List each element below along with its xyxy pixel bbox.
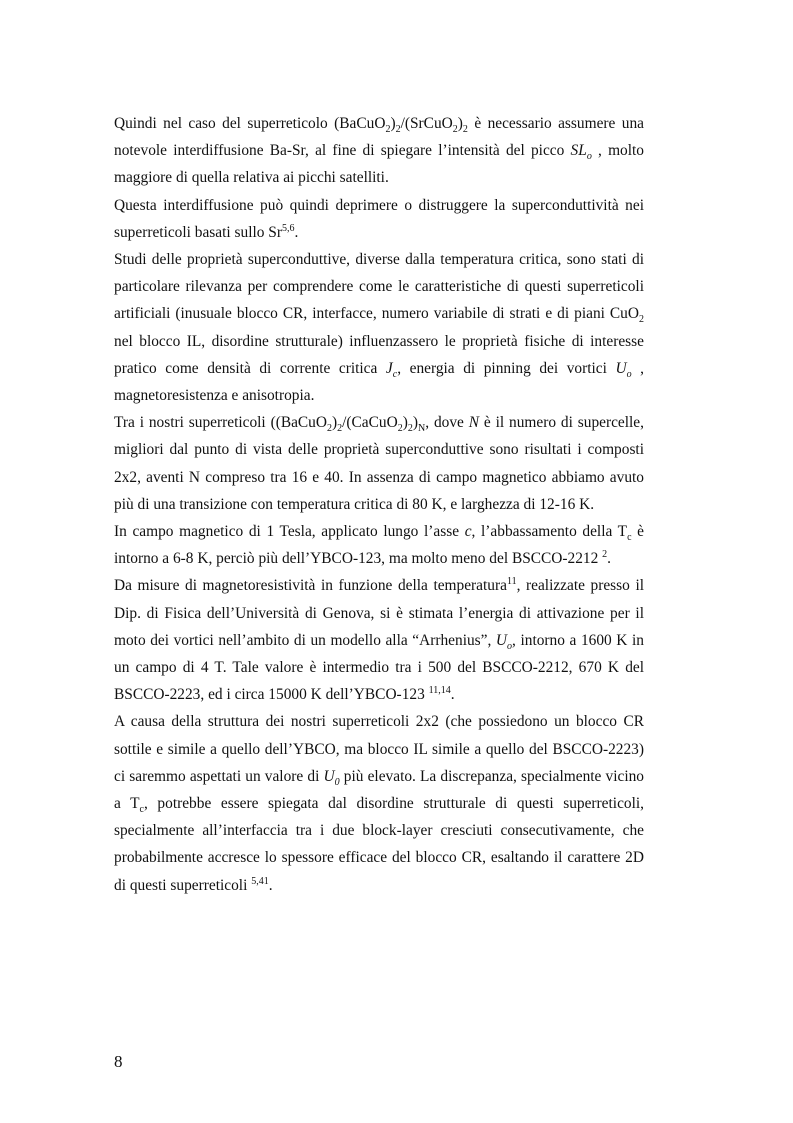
text-segment: più elevato. La discrepanza, specialmente vicino a T xyxy=(114,767,644,813)
text-segment: o xyxy=(586,151,592,163)
text-segment: c xyxy=(627,532,632,544)
text-segment: /(CaCuO xyxy=(342,414,398,432)
text-segment: J xyxy=(385,359,393,377)
text-segment: 11,14 xyxy=(428,685,451,697)
text-segment: è necessario assumere una notevole interdiffusione Ba-Sr, al fine di spiegare l’intensità del picco xyxy=(114,115,644,160)
text-segment: 2 xyxy=(397,423,403,435)
text-segment: Quindi nel caso del superreticolo (BaCuO xyxy=(114,115,386,132)
text-segment: , intorno a 1600 K in un campo di 4 T. Tale valore è intermedio tra i 500 del BSCCO-2212, 670 K del BSCCO-2223, ed i circa 15000 K dell’YBCO-123 xyxy=(114,631,644,704)
text-segment: U xyxy=(323,767,335,785)
text-segment: , magnetoresistenza e anisotropia. xyxy=(114,359,644,405)
text-segment: c xyxy=(464,523,472,541)
text-segment: 11 xyxy=(506,576,517,588)
text-segment: 2 xyxy=(452,124,458,136)
paragraph-p2 xyxy=(114,192,644,246)
text-segment: , molto maggiore di quella relativa ai picchi satelliti. xyxy=(114,142,644,187)
paragraph-p4 xyxy=(114,409,644,518)
text-segment: Studi delle proprietà superconduttive, diverse dalla temperatura critica, sono stati di particolare rilevanza per comprendere come le caratteristiche di questi superreticoli artificiali (inusuale blocco CR, interfacce, numero variabile di strati e di piani CuO xyxy=(114,251,644,323)
text-segment: Questa interdiffusione può quindi deprimere o distruggere la superconduttività nei superreticoli basati sullo Sr xyxy=(114,196,644,241)
text-segment: 2 xyxy=(395,124,401,136)
text-segment: . xyxy=(268,876,273,894)
text-segment: 5,41 xyxy=(251,875,269,887)
text-segment: 2 xyxy=(327,423,332,435)
text-segment: Da misure di magnetoresistività in funzione della temperatura xyxy=(114,577,507,595)
body-text xyxy=(114,110,644,899)
text-segment: In campo magnetico di 1 Tesla, applicato lungo l’asse xyxy=(114,523,465,541)
text-segment: 2 xyxy=(337,423,343,435)
text-segment: /(SrCuO xyxy=(400,115,453,132)
text-segment: Tra i nostri superreticoli ((BaCuO xyxy=(114,414,327,432)
text-segment: . xyxy=(450,686,455,704)
text-segment: è intorno a 6-8 K, perciò più dell’YBCO-123, ma molto meno del BSCCO-2212 xyxy=(114,523,645,568)
text-segment: . xyxy=(607,550,612,568)
text-segment: c xyxy=(139,804,144,816)
text-segment: . xyxy=(294,223,299,241)
text-segment: , energia di pinning dei vortici xyxy=(397,359,616,377)
text-segment: N xyxy=(418,423,426,435)
text-segment: ) xyxy=(402,414,408,432)
text-segment: 0 xyxy=(334,776,340,788)
text-segment: U xyxy=(495,631,508,649)
text-segment: ) xyxy=(412,414,418,432)
text-segment: 2 xyxy=(407,423,413,435)
text-segment: o xyxy=(626,368,632,380)
paragraph-p1 xyxy=(114,110,644,192)
text-segment: U xyxy=(615,359,627,377)
paragraph-p6 xyxy=(114,572,644,708)
text-segment: SL xyxy=(570,142,587,160)
page-number: 8 xyxy=(114,1052,123,1071)
paragraph-p7 xyxy=(114,708,644,898)
text-segment: ) xyxy=(457,115,463,132)
text-segment: , realizzate presso il Dip. di Fisica dell’Università di Genova, si è stimata l’energia di attivazione per il moto dei vortici nell’ambito di un modello alla “Arrhenius”, xyxy=(114,577,644,649)
text-segment: , dove xyxy=(425,414,469,432)
text-segment: , potrebbe essere spiegata dal disordine strutturale di questi superreticoli, specialmente all’interfaccia tra i due block-layer cresciuti consecutivamente, che probabilmente accresce lo spessore efficace del blocco CR, esaltando il carattere 2D di questi superreticoli xyxy=(114,795,644,894)
text-segment: 2 xyxy=(602,549,608,561)
text-segment: o xyxy=(507,640,513,652)
text-segment: N xyxy=(468,414,480,432)
paragraph-p3 xyxy=(114,246,644,409)
text-segment: A causa della struttura dei nostri superreticoli 2x2 (che possiedono un blocco CR sottile e simile a quello dell’YBCO, ma blocco IL simile a quello del BSCCO-2223) ci saremmo aspettati un valore di xyxy=(114,713,644,785)
text-segment: 2 xyxy=(385,124,391,136)
text-segment: c xyxy=(392,368,398,380)
text-segment: 2 xyxy=(462,124,468,136)
paragraph-p5 xyxy=(114,518,644,572)
text-segment: ) xyxy=(332,414,338,432)
text-segment: 2 xyxy=(639,314,644,326)
text-segment: è il numero di supercelle, migliori dal punto di vista delle proprietà superconduttive sono risultati i composti 2x2, aventi N compreso tra 16 e 40. In assenza di campo magnetico abbiamo avuto più di una transizione con temperatura critica di 80 K, e larghezza di 12-16 K. xyxy=(114,414,644,513)
text-segment: 5,6 xyxy=(281,222,295,234)
text-segment: nel blocco IL, disordine strutturale) influenzassero le proprietà fisiche di interesse pratico come densità di corrente critica xyxy=(114,332,644,377)
text-segment: ) xyxy=(390,115,396,132)
text-segment: , l’abbassamento della T xyxy=(471,523,628,541)
